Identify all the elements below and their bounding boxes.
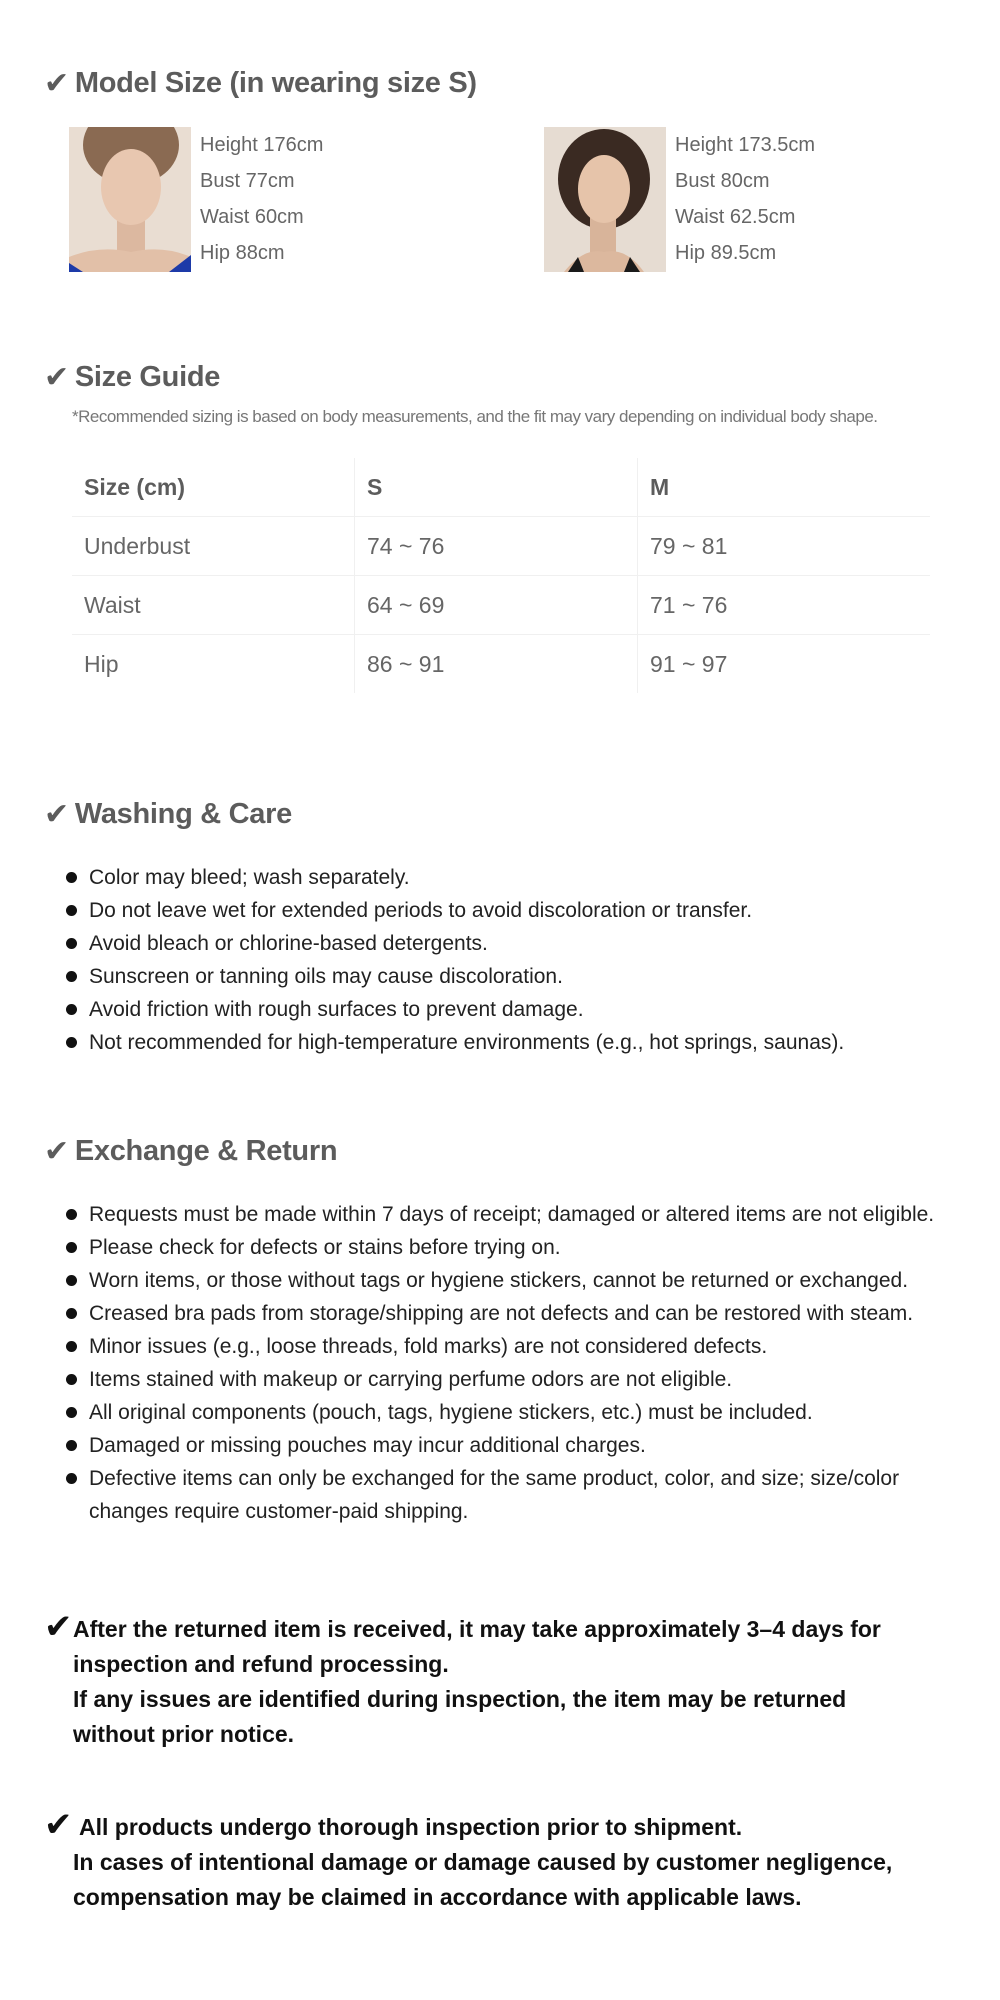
list-item: Requests must be made within 7 days of receipt; damaged or altered items are not eligible. bbox=[64, 1198, 964, 1231]
washing-title bbox=[44, 797, 292, 832]
table-cell: 79 ~ 81 bbox=[638, 517, 931, 576]
section-title-text: Washing & Care bbox=[74, 798, 292, 830]
washing-list bbox=[64, 861, 844, 1059]
model-stats bbox=[200, 127, 323, 272]
section-title-text: Size Guide bbox=[74, 361, 221, 393]
list-item: Minor issues (e.g., loose threads, fold marks) are not considered defects. bbox=[64, 1330, 964, 1363]
model-photo bbox=[544, 127, 666, 272]
table-cell: Hip bbox=[84, 650, 119, 677]
table-cell: 71 ~ 76 bbox=[638, 576, 931, 635]
model-bust: Bust 80cm bbox=[675, 170, 770, 192]
list-item: Defective items can only be exchanged for the same product, color, and size; size/color changes require customer-paid shipping. bbox=[64, 1462, 939, 1528]
list-item: Avoid bleach or chlorine-based detergents. bbox=[64, 927, 844, 960]
check-icon: ✔ bbox=[44, 361, 69, 394]
list-item: Please check for defects or stains before trying on. bbox=[64, 1231, 964, 1264]
check-icon: ✔ bbox=[44, 798, 69, 831]
check-icon: ✔ bbox=[44, 67, 69, 100]
table-header-cell: Size (cm) bbox=[72, 458, 355, 517]
list-item: Damaged or missing pouches may incur additional charges. bbox=[64, 1429, 964, 1462]
table-row bbox=[72, 517, 930, 576]
table-row bbox=[72, 635, 930, 694]
table-cell: 86 ~ 91 bbox=[355, 635, 638, 694]
table-header-row bbox=[72, 458, 930, 517]
check-icon: ✔ bbox=[44, 1608, 73, 1646]
model-height: Height 173.5cm bbox=[675, 134, 816, 156]
section-title-text: Exchange & Return bbox=[74, 1135, 338, 1167]
list-item: Do not leave wet for extended periods to avoid discoloration or transfer. bbox=[64, 894, 844, 927]
list-item: Worn items, or those without tags or hygiene stickers, cannot be returned or exchanged. bbox=[64, 1264, 964, 1297]
model-photo bbox=[69, 127, 191, 272]
inspection-notice bbox=[44, 1806, 893, 1915]
table-row bbox=[72, 576, 930, 635]
list-item: All original components (pouch, tags, hygiene stickers, etc.) must be included. bbox=[64, 1396, 964, 1429]
model-waist: Waist 62.5cm bbox=[675, 206, 796, 228]
refund-notice bbox=[44, 1608, 881, 1752]
model-size-title bbox=[44, 66, 477, 101]
notice-line: In cases of intentional damage or damage caused by customer negligence, bbox=[73, 1849, 893, 1875]
size-guide-title bbox=[44, 360, 220, 395]
model-card-2 bbox=[544, 127, 815, 272]
table-cell: 74 ~ 76 bbox=[355, 517, 638, 576]
table-header-cell: M bbox=[638, 458, 931, 517]
list-item: Avoid friction with rough surfaces to prevent damage. bbox=[64, 993, 844, 1026]
model-hip: Hip 89.5cm bbox=[675, 242, 777, 264]
list-item: Items stained with makeup or carrying perfume odors are not eligible. bbox=[64, 1363, 964, 1396]
notice-line: inspection and refund processing. bbox=[73, 1651, 449, 1677]
notice-line: compensation may be claimed in accordance with applicable laws. bbox=[73, 1884, 802, 1910]
model-waist: Waist 60cm bbox=[200, 206, 304, 228]
list-item: Not recommended for high-temperature environments (e.g., hot springs, saunas). bbox=[64, 1026, 844, 1059]
model-hip: Hip 88cm bbox=[200, 242, 285, 264]
table-cell: Underbust bbox=[72, 517, 355, 576]
table-cell: 91 ~ 97 bbox=[638, 635, 931, 694]
model-height: Height 176cm bbox=[200, 134, 324, 156]
notice-line: without prior notice. bbox=[73, 1721, 295, 1747]
model-card-1 bbox=[69, 127, 323, 272]
notice-line: All products undergo thorough inspection prior to shipment. bbox=[79, 1814, 743, 1840]
size-table bbox=[72, 458, 930, 693]
table-cell: Waist bbox=[72, 576, 355, 635]
notice-line: If any issues are identified during inspection, the item may be returned bbox=[73, 1686, 847, 1712]
exchange-list bbox=[64, 1198, 964, 1528]
list-item: Creased bra pads from storage/shipping are not defects and can be restored with steam. bbox=[64, 1297, 964, 1330]
check-icon: ✔ bbox=[44, 1135, 69, 1168]
list-item: Sunscreen or tanning oils may cause discoloration. bbox=[64, 960, 844, 993]
table-cell: 64 ~ 69 bbox=[355, 576, 638, 635]
check-icon: ✔ bbox=[44, 1806, 73, 1844]
model-bust: Bust 77cm bbox=[200, 170, 295, 192]
notice-line: After the returned item is received, it may take approximately 3–4 days for bbox=[73, 1616, 881, 1642]
size-guide-note: *Recommended sizing is based on body measurements, and the fit may vary depending on individual body shape. bbox=[72, 407, 878, 426]
model-stats bbox=[675, 127, 815, 272]
exchange-title bbox=[44, 1134, 337, 1169]
section-title-text: Model Size (in wearing size S) bbox=[74, 67, 477, 99]
table-header-cell: S bbox=[355, 458, 638, 517]
list-item: Color may bleed; wash separately. bbox=[64, 861, 844, 894]
